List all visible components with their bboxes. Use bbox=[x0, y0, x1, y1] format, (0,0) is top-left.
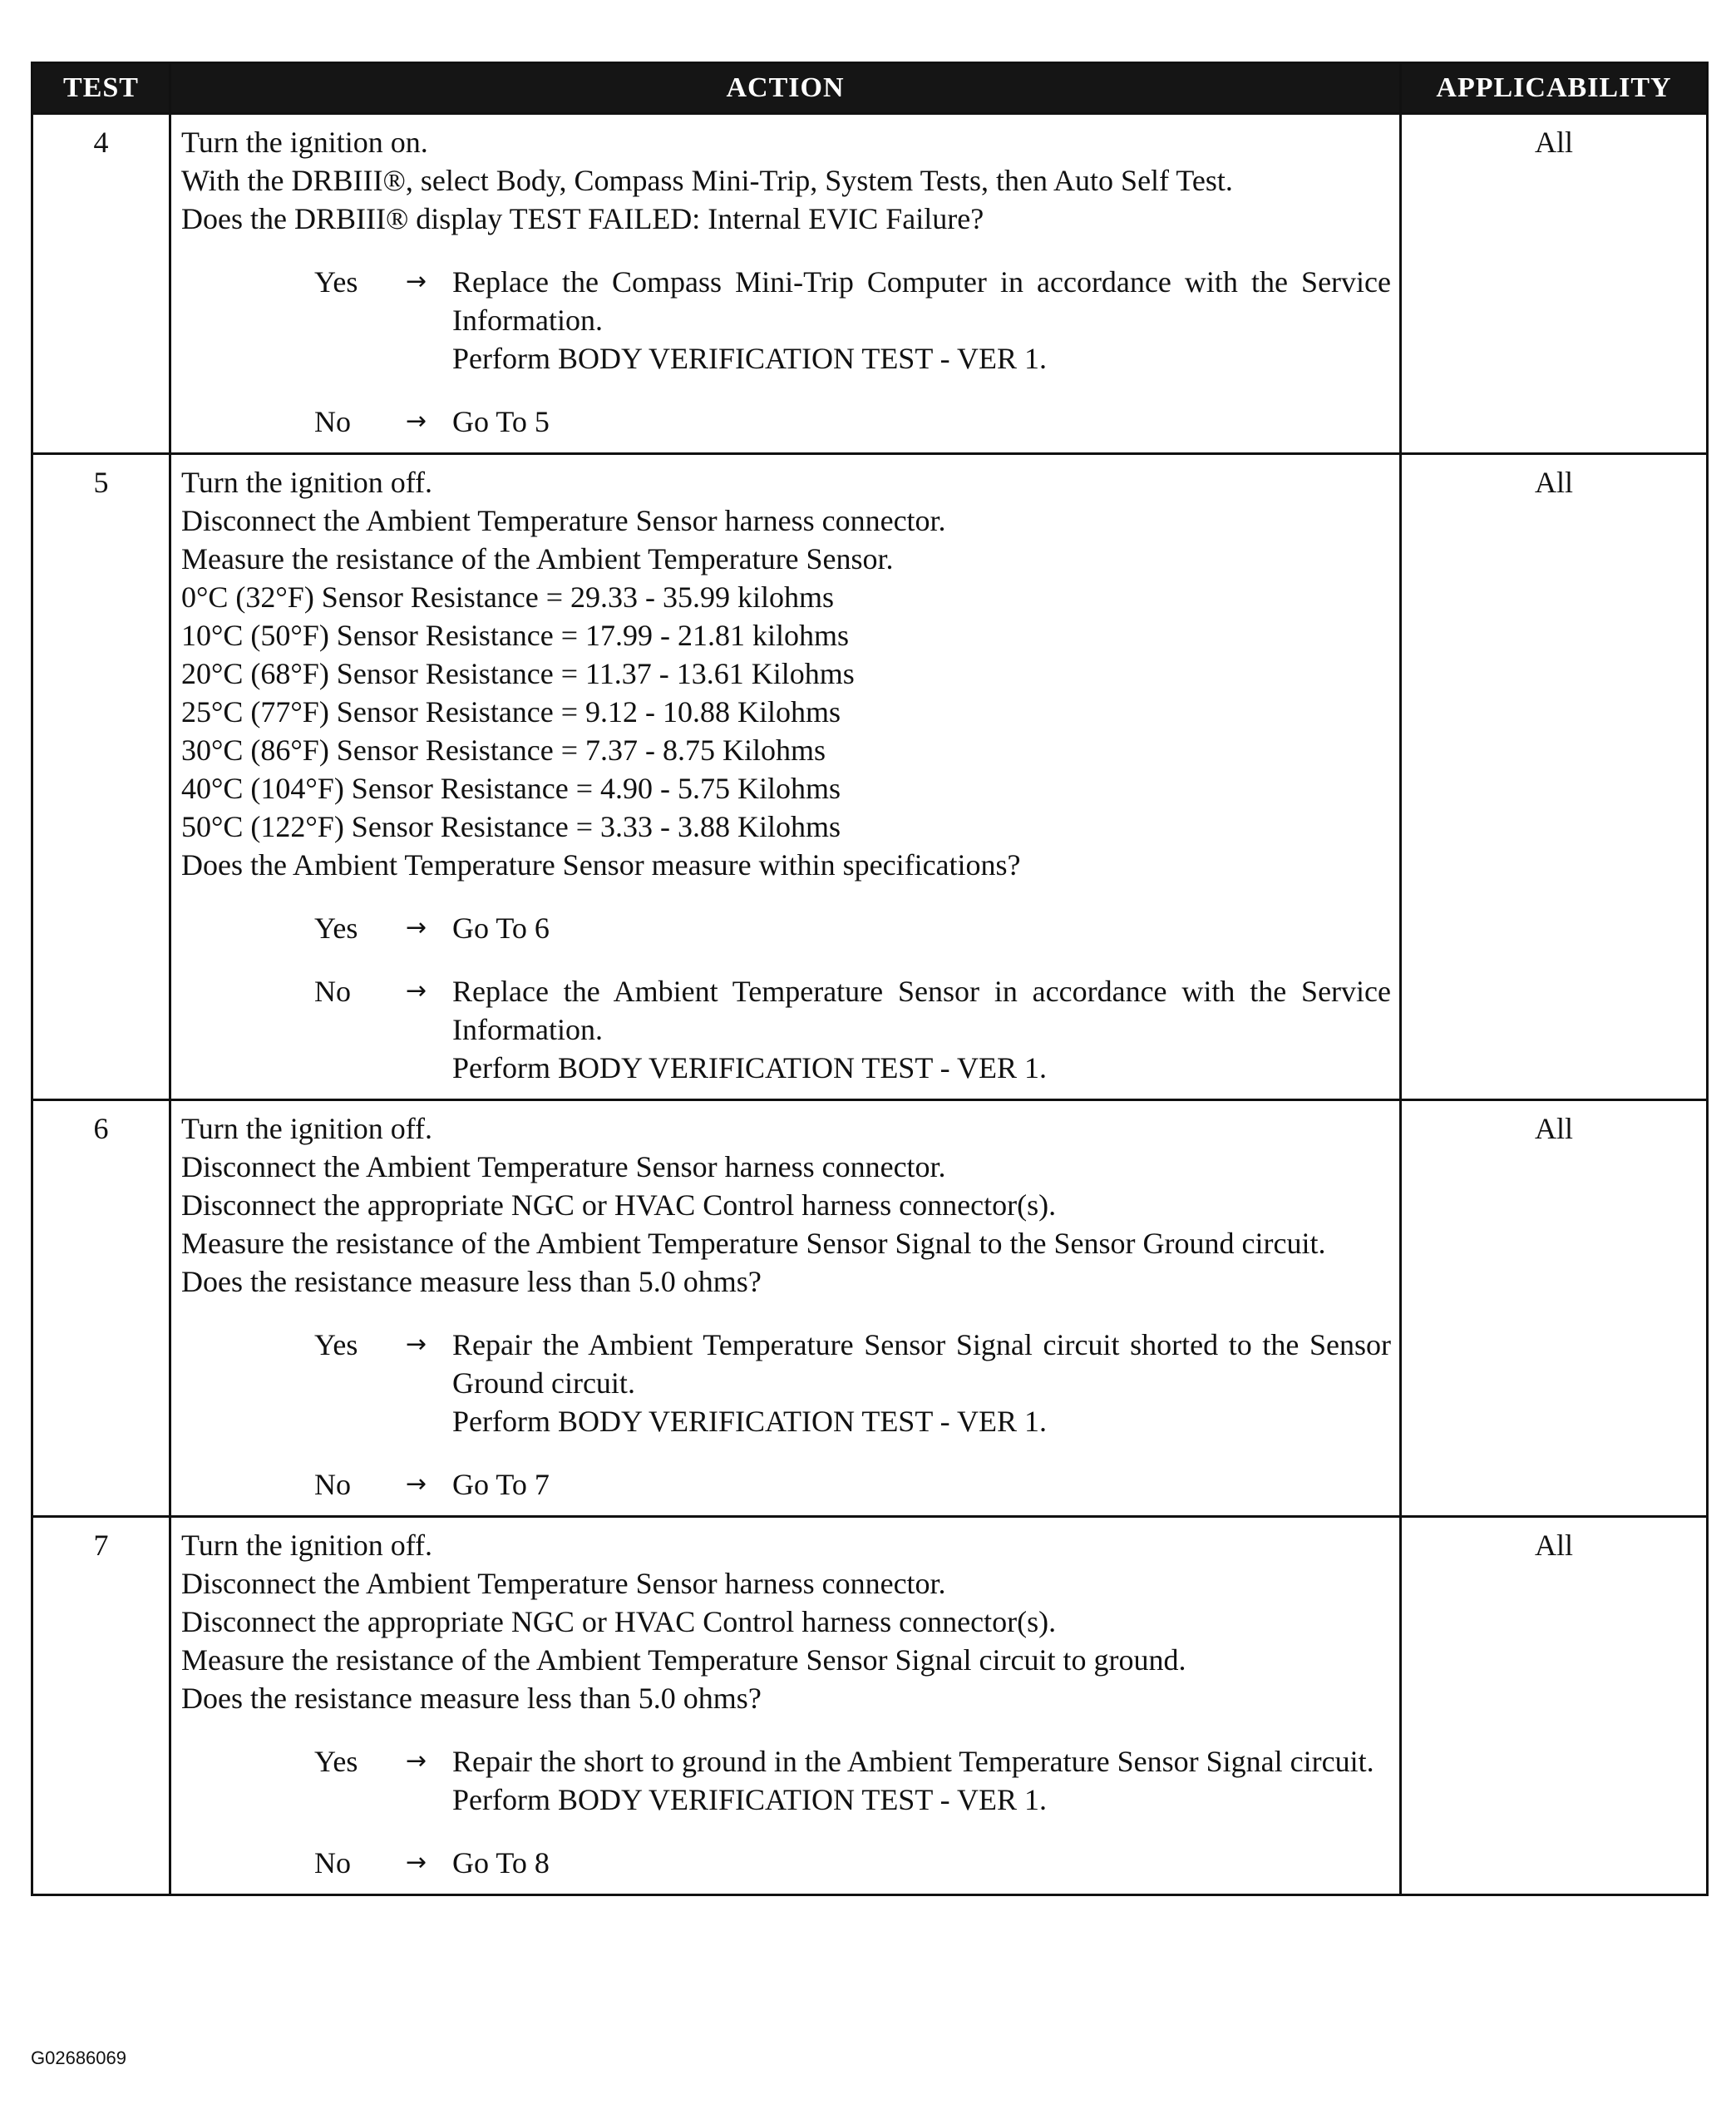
no-branch bbox=[181, 403, 1391, 441]
right-arrow-icon: → bbox=[406, 913, 427, 942]
applicability-value: All bbox=[1401, 1100, 1708, 1517]
result-line: Perform BODY VERIFICATION TEST - VER 1. bbox=[452, 342, 1048, 375]
yes-result bbox=[452, 1742, 1391, 1819]
action-step: Does the resistance measure less than 5.0 ohms? bbox=[181, 1682, 762, 1715]
no-branch bbox=[181, 1465, 1391, 1504]
action-step: Disconnect the Ambient Temperature Sensor harness connector. bbox=[181, 504, 946, 537]
result-line: Repair the Ambient Temperature Sensor Signal circuit shorted to the Sensor Ground circuit. bbox=[452, 1328, 1391, 1400]
table-body bbox=[32, 114, 1708, 1895]
yes-label: Yes bbox=[314, 1328, 358, 1361]
action-step: 40°C (104°F) Sensor Resistance = 4.90 - 5.75 Kilohms bbox=[181, 772, 841, 805]
no-result bbox=[452, 403, 1391, 441]
action-step: Measure the resistance of the Ambient Temperature Sensor. bbox=[181, 542, 894, 575]
action-step: Turn the ignition off. bbox=[181, 1529, 433, 1562]
result-line: Perform BODY VERIFICATION TEST - VER 1. bbox=[452, 1405, 1048, 1438]
test-number: 4 bbox=[32, 114, 170, 454]
action-step: Turn the ignition off. bbox=[181, 466, 433, 499]
action-step: Does the resistance measure less than 5.0 ohms? bbox=[181, 1265, 762, 1298]
yes-label: Yes bbox=[314, 911, 358, 945]
no-result bbox=[452, 972, 1391, 1087]
table-row bbox=[32, 114, 1708, 454]
applicability-value: All bbox=[1401, 454, 1708, 1100]
action-step: Disconnect the Ambient Temperature Sensor harness connector. bbox=[181, 1150, 946, 1183]
yes-label: Yes bbox=[314, 1745, 358, 1778]
result-line: Replace the Ambient Temperature Sensor in accordance with the Service Information. bbox=[452, 975, 1391, 1046]
action-step: Disconnect the Ambient Temperature Sensor harness connector. bbox=[181, 1567, 946, 1600]
result-line: Repair the short to ground in the Ambient Temperature Sensor Signal circuit. bbox=[452, 1745, 1374, 1778]
no-label: No bbox=[314, 1468, 351, 1501]
result-line: Replace the Compass Mini-Trip Computer in accordance with the Service Information. bbox=[452, 265, 1391, 337]
table-header-row bbox=[32, 63, 1708, 114]
result-line: Go To 8 bbox=[452, 1846, 550, 1879]
action-cell bbox=[170, 454, 1401, 1100]
no-label: No bbox=[314, 405, 351, 438]
no-label: No bbox=[314, 975, 351, 1008]
right-arrow-icon: → bbox=[406, 1470, 427, 1499]
yes-branch bbox=[181, 909, 1391, 947]
action-step: 50°C (122°F) Sensor Resistance = 3.33 - 3.88 Kilohms bbox=[181, 810, 841, 843]
action-step: Measure the resistance of the Ambient Temperature Sensor Signal circuit to ground. bbox=[181, 1643, 1186, 1677]
yes-branch bbox=[181, 1742, 1391, 1819]
no-label: No bbox=[314, 1846, 351, 1879]
header-applicability: APPLICABILITY bbox=[1401, 63, 1708, 114]
no-result bbox=[452, 1844, 1391, 1882]
action-cell bbox=[170, 114, 1401, 454]
action-step: Does the Ambient Temperature Sensor measure within specifications? bbox=[181, 848, 1021, 882]
header-action: ACTION bbox=[170, 63, 1401, 114]
action-step: 20°C (68°F) Sensor Resistance = 11.37 - 13.61 Kilohms bbox=[181, 657, 855, 690]
yes-branch bbox=[181, 263, 1391, 378]
right-arrow-icon: → bbox=[406, 267, 427, 296]
no-result bbox=[452, 1465, 1391, 1504]
header-test: TEST bbox=[32, 63, 170, 114]
result-line: Perform BODY VERIFICATION TEST - VER 1. bbox=[452, 1783, 1048, 1816]
action-step: 0°C (32°F) Sensor Resistance = 29.33 - 35.99 kilohms bbox=[181, 580, 835, 614]
result-line: Go To 7 bbox=[452, 1468, 550, 1501]
test-number: 6 bbox=[32, 1100, 170, 1517]
table-row bbox=[32, 1100, 1708, 1517]
right-arrow-icon: → bbox=[406, 976, 427, 1005]
yes-result bbox=[452, 909, 1391, 947]
test-number: 7 bbox=[32, 1517, 170, 1895]
action-cell bbox=[170, 1100, 1401, 1517]
action-step: 30°C (86°F) Sensor Resistance = 7.37 - 8.75 Kilohms bbox=[181, 734, 826, 767]
yes-branch bbox=[181, 1326, 1391, 1440]
action-step: Turn the ignition on. bbox=[181, 126, 428, 159]
action-step: 25°C (77°F) Sensor Resistance = 9.12 - 10.88 Kilohms bbox=[181, 695, 841, 729]
right-arrow-icon: → bbox=[406, 407, 427, 436]
action-step: With the DRBIII®, select Body, Compass Mini-Trip, System Tests, then Auto Self Test. bbox=[181, 164, 1233, 197]
applicability-value: All bbox=[1401, 1517, 1708, 1895]
no-branch bbox=[181, 972, 1391, 1087]
yes-label: Yes bbox=[314, 265, 358, 299]
right-arrow-icon: → bbox=[406, 1330, 427, 1359]
result-line: Perform BODY VERIFICATION TEST - VER 1. bbox=[452, 1051, 1048, 1084]
yes-result bbox=[452, 1326, 1391, 1440]
right-arrow-icon: → bbox=[406, 1848, 427, 1877]
action-step: Disconnect the appropriate NGC or HVAC Control harness connector(s). bbox=[181, 1188, 1057, 1222]
applicability-value: All bbox=[1401, 114, 1708, 454]
diagnostic-test-table bbox=[31, 62, 1709, 1896]
action-step: Disconnect the appropriate NGC or HVAC Control harness connector(s). bbox=[181, 1605, 1057, 1638]
test-number: 5 bbox=[32, 454, 170, 1100]
action-step: Measure the resistance of the Ambient Temperature Sensor Signal to the Sensor Ground circuit. bbox=[181, 1227, 1326, 1260]
result-line: Go To 6 bbox=[452, 911, 550, 945]
right-arrow-icon: → bbox=[406, 1746, 427, 1776]
table-row bbox=[32, 454, 1708, 1100]
action-step: Does the DRBIII® display TEST FAILED: Internal EVIC Failure? bbox=[181, 202, 984, 235]
action-step: Turn the ignition off. bbox=[181, 1112, 433, 1145]
no-branch bbox=[181, 1844, 1391, 1882]
figure-code: G02686069 bbox=[31, 2047, 126, 2068]
action-cell bbox=[170, 1517, 1401, 1895]
yes-result bbox=[452, 263, 1391, 378]
action-step: 10°C (50°F) Sensor Resistance = 17.99 - 21.81 kilohms bbox=[181, 619, 850, 652]
result-line: Go To 5 bbox=[452, 405, 550, 438]
table-row bbox=[32, 1517, 1708, 1895]
